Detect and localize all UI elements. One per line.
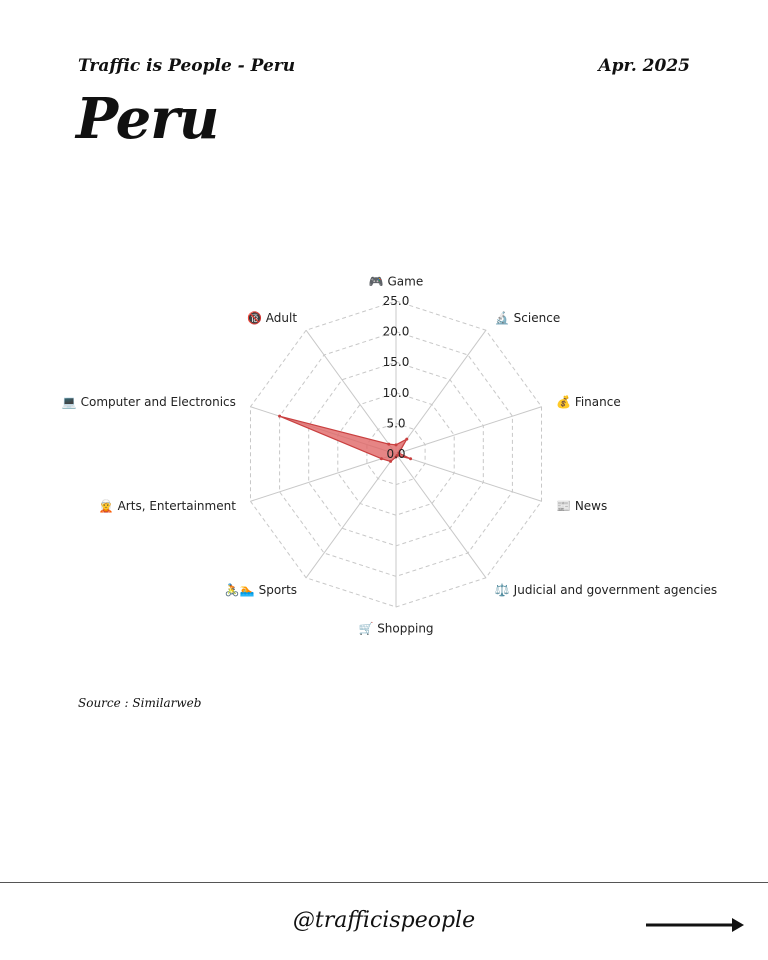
chart-subtitle: Traffic is People - Peru <box>78 56 296 76</box>
category-label-1: 🔬 Science <box>494 310 561 325</box>
axis-spoke-1 <box>396 330 486 454</box>
category-label-0: 🎮 Game <box>368 274 424 289</box>
data-point-1 <box>405 438 408 441</box>
data-point-8 <box>278 415 281 418</box>
tick-label-0: 0.0 <box>386 447 406 461</box>
category-label-6: 🚴🏊 Sports <box>224 583 298 598</box>
tick-label-3: 15.0 <box>382 355 410 370</box>
page-title: Peru <box>76 86 219 152</box>
tick-label-5: 25.0 <box>382 294 410 308</box>
data-point-0 <box>395 443 398 446</box>
category-label-4: ⚖️ Judicial and government agencies <box>494 583 718 598</box>
tick-label-4: 20.0 <box>382 324 410 339</box>
data-point-9 <box>387 443 390 446</box>
category-label-7: 🧝 Arts, Entertainment <box>98 499 236 514</box>
radar-chart <box>0 260 768 640</box>
category-label-5: 🛒 Shopping <box>358 621 434 636</box>
category-label-3: 📰 News <box>556 499 608 514</box>
axis-spoke-6 <box>306 454 396 578</box>
axis-spoke-3 <box>396 454 542 501</box>
arrow-right-icon[interactable] <box>646 916 746 934</box>
footer-divider <box>0 882 768 883</box>
social-handle: @trafficispeople <box>292 908 476 933</box>
axis-spoke-4 <box>396 454 486 578</box>
category-label-2: 💰 Finance <box>556 394 621 409</box>
data-point-3 <box>409 457 412 460</box>
category-label-8: 💻 Computer and Electronics <box>61 394 236 409</box>
category-label-9: 🔞 Adult <box>247 310 298 325</box>
axis-spoke-2 <box>396 407 542 454</box>
tick-label-1: 5.0 <box>386 416 406 431</box>
source-note: Source : Similarweb <box>78 696 202 710</box>
date-label: Apr. 2025 <box>598 56 690 76</box>
axis-spoke-7 <box>250 454 396 501</box>
data-point-7 <box>380 457 383 460</box>
tick-label-2: 10.0 <box>382 385 410 400</box>
